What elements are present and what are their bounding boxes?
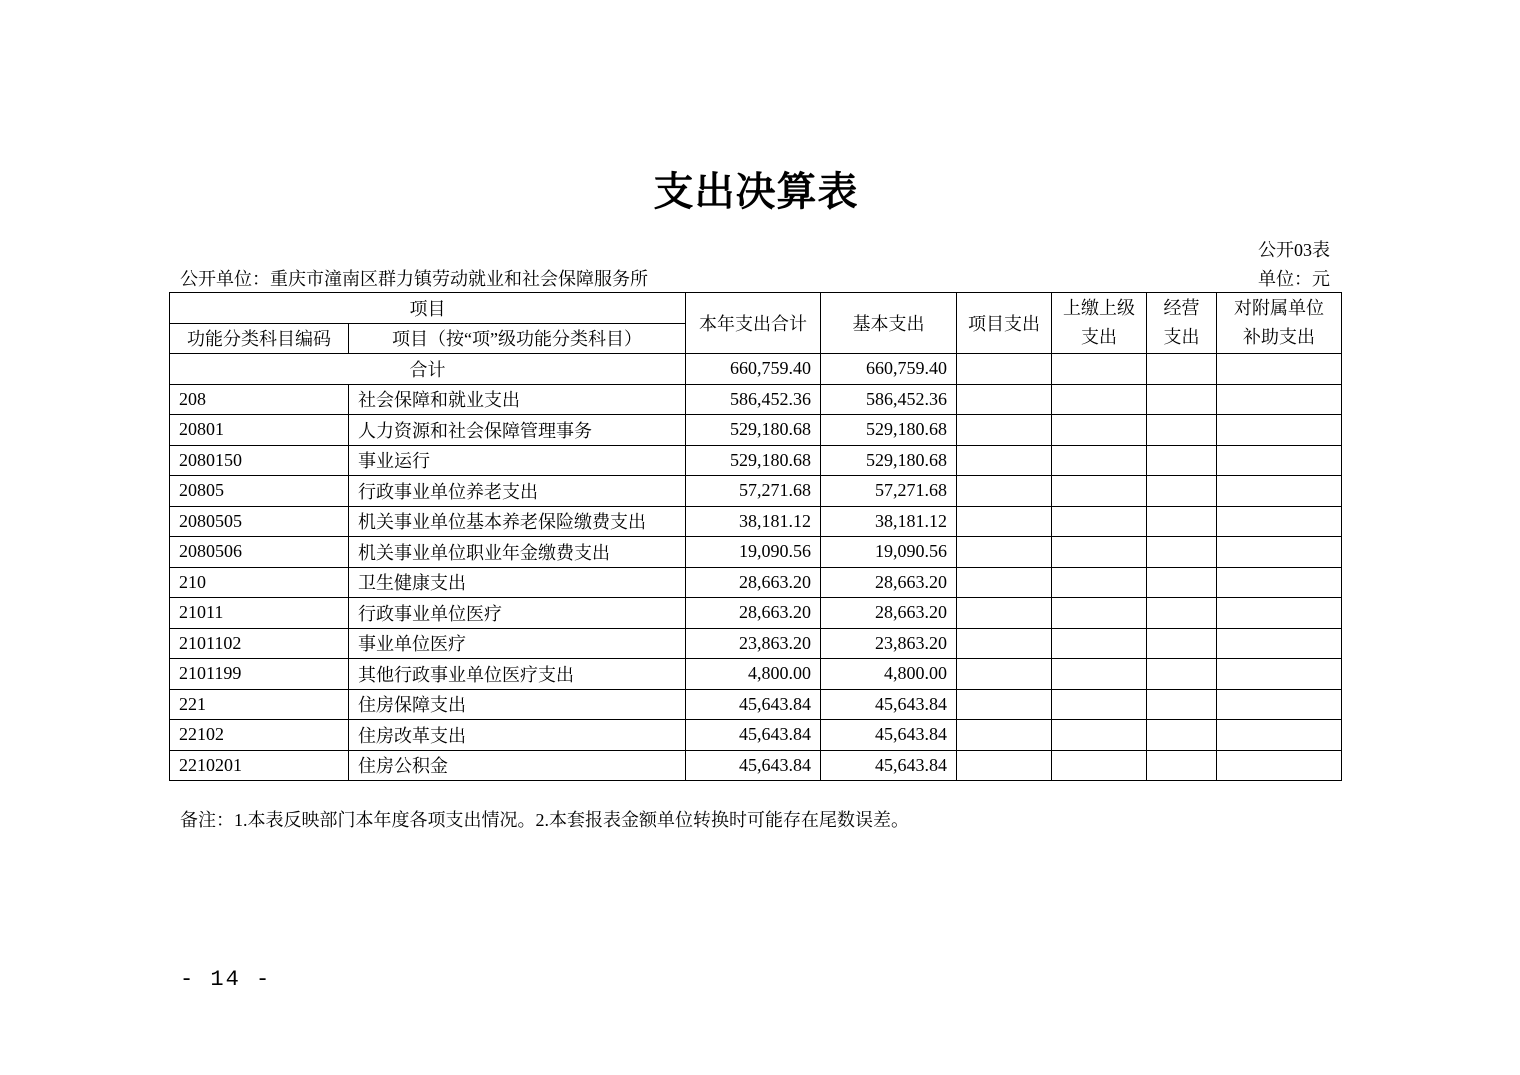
cell-item-name: 机关事业单位基本养老保险缴费支出 — [349, 506, 686, 537]
cell-operating — [1147, 567, 1217, 598]
cell-project — [957, 750, 1052, 781]
cell-item-name: 人力资源和社会保障管理事务 — [349, 415, 686, 446]
total-amount: 660,759.40 — [686, 354, 821, 385]
cell-total: 23,863.20 — [686, 628, 821, 659]
header-basic: 基本支出 — [821, 293, 957, 354]
cell-operating — [1147, 750, 1217, 781]
cell-code: 2210201 — [170, 750, 349, 781]
cell-project — [957, 598, 1052, 629]
cell-basic: 28,663.20 — [821, 567, 957, 598]
cell-upper — [1052, 476, 1147, 507]
cell-item-name: 行政事业单位医疗 — [349, 598, 686, 629]
cell-basic: 4,800.00 — [821, 659, 957, 690]
cell-item-name: 住房公积金 — [349, 750, 686, 781]
cell-project — [957, 506, 1052, 537]
cell-total: 45,643.84 — [686, 720, 821, 751]
cell-item-name: 社会保障和就业支出 — [349, 384, 686, 415]
page-number: - 14 - — [180, 967, 272, 992]
cell-project — [957, 445, 1052, 476]
header-item-name: 项目（按“项”级功能分类科目） — [349, 323, 686, 354]
cell-item-name: 事业单位医疗 — [349, 628, 686, 659]
table-row — [170, 598, 1342, 629]
cell-code: 208 — [170, 384, 349, 415]
cell-basic: 57,271.68 — [821, 476, 957, 507]
cell-item-name: 行政事业单位养老支出 — [349, 476, 686, 507]
total-project — [957, 354, 1052, 385]
cell-code: 22102 — [170, 720, 349, 751]
cell-upper — [1052, 384, 1147, 415]
cell-operating — [1147, 689, 1217, 720]
cell-project — [957, 659, 1052, 690]
cell-operating — [1147, 628, 1217, 659]
table-row — [170, 750, 1342, 781]
cell-total: 45,643.84 — [686, 750, 821, 781]
cell-upper — [1052, 750, 1147, 781]
cell-upper — [1052, 445, 1147, 476]
cell-code: 210 — [170, 567, 349, 598]
cell-item-name: 住房保障支出 — [349, 689, 686, 720]
header-upper-line1: 上缴上级 — [1063, 298, 1135, 318]
cell-basic: 19,090.56 — [821, 537, 957, 568]
header-operating — [1147, 293, 1217, 354]
cell-upper — [1052, 689, 1147, 720]
cell-operating — [1147, 537, 1217, 568]
total-row — [170, 354, 1342, 385]
cell-item-name: 卫生健康支出 — [349, 567, 686, 598]
cell-project — [957, 567, 1052, 598]
cell-basic: 45,643.84 — [821, 720, 957, 751]
cell-project — [957, 415, 1052, 446]
cell-subsidy — [1217, 598, 1342, 629]
cell-total: 28,663.20 — [686, 598, 821, 629]
footnote: 备注：1.本表反映部门本年度各项支出情况。2.本套报表金额单位转换时可能存在尾数误差。 — [180, 810, 909, 830]
cell-total: 38,181.12 — [686, 506, 821, 537]
total-operating — [1147, 354, 1217, 385]
cell-subsidy — [1217, 384, 1342, 415]
table-row — [170, 506, 1342, 537]
header-operating-line2: 支出 — [1163, 327, 1200, 347]
cell-operating — [1147, 506, 1217, 537]
total-upper — [1052, 354, 1147, 385]
cell-operating — [1147, 445, 1217, 476]
cell-basic: 45,643.84 — [821, 750, 957, 781]
table-row — [170, 537, 1342, 568]
header-subsidy-line1: 对附属单位 — [1234, 298, 1324, 318]
header-subsidy — [1217, 293, 1342, 354]
cell-basic: 28,663.20 — [821, 598, 957, 629]
cell-project — [957, 720, 1052, 751]
cell-subsidy — [1217, 415, 1342, 446]
unit-label: 单位：元 — [1258, 269, 1330, 289]
cell-basic: 586,452.36 — [821, 384, 957, 415]
header-project: 项目支出 — [957, 293, 1052, 354]
form-number: 公开03表 — [1258, 240, 1330, 260]
cell-basic: 529,180.68 — [821, 445, 957, 476]
table-row — [170, 720, 1342, 751]
header-total: 本年支出合计 — [686, 293, 821, 354]
header-subsidy-line2: 补助支出 — [1243, 327, 1315, 347]
cell-upper — [1052, 598, 1147, 629]
cell-code: 2080506 — [170, 537, 349, 568]
cell-code: 20801 — [170, 415, 349, 446]
header-code: 功能分类科目编码 — [170, 323, 349, 354]
cell-total: 4,800.00 — [686, 659, 821, 690]
cell-code: 20805 — [170, 476, 349, 507]
table-row — [170, 628, 1342, 659]
cell-upper — [1052, 506, 1147, 537]
table-row — [170, 384, 1342, 415]
cell-operating — [1147, 384, 1217, 415]
cell-operating — [1147, 476, 1217, 507]
cell-subsidy — [1217, 537, 1342, 568]
cell-item-name: 事业运行 — [349, 445, 686, 476]
cell-code: 2080150 — [170, 445, 349, 476]
cell-subsidy — [1217, 476, 1342, 507]
table-row — [170, 415, 1342, 446]
cell-code: 21011 — [170, 598, 349, 629]
table-row — [170, 445, 1342, 476]
cell-operating — [1147, 598, 1217, 629]
cell-upper — [1052, 659, 1147, 690]
organization-label: 公开单位：重庆市潼南区群力镇劳动就业和社会保障服务所 — [180, 269, 648, 289]
table-row — [170, 689, 1342, 720]
header-upper — [1052, 293, 1147, 354]
header-row — [170, 293, 1342, 324]
table-row — [170, 659, 1342, 690]
cell-total: 45,643.84 — [686, 689, 821, 720]
cell-subsidy — [1217, 445, 1342, 476]
cell-upper — [1052, 415, 1147, 446]
cell-project — [957, 689, 1052, 720]
cell-code: 2101102 — [170, 628, 349, 659]
cell-upper — [1052, 537, 1147, 568]
cell-operating — [1147, 720, 1217, 751]
header-operating-line1: 经营 — [1163, 298, 1200, 318]
cell-total: 586,452.36 — [686, 384, 821, 415]
cell-subsidy — [1217, 567, 1342, 598]
cell-upper — [1052, 628, 1147, 659]
total-basic: 660,759.40 — [821, 354, 957, 385]
cell-basic: 23,863.20 — [821, 628, 957, 659]
cell-basic: 45,643.84 — [821, 689, 957, 720]
cell-code: 2101199 — [170, 659, 349, 690]
expenditure-table — [169, 292, 1342, 781]
total-subsidy — [1217, 354, 1342, 385]
cell-total: 529,180.68 — [686, 415, 821, 446]
cell-item-name: 其他行政事业单位医疗支出 — [349, 659, 686, 690]
cell-subsidy — [1217, 659, 1342, 690]
page-title: 支出决算表 — [653, 169, 859, 214]
cell-operating — [1147, 659, 1217, 690]
cell-upper — [1052, 567, 1147, 598]
cell-subsidy — [1217, 628, 1342, 659]
cell-item-name: 机关事业单位职业年金缴费支出 — [349, 537, 686, 568]
cell-subsidy — [1217, 506, 1342, 537]
cell-total: 529,180.68 — [686, 445, 821, 476]
cell-project — [957, 476, 1052, 507]
cell-total: 19,090.56 — [686, 537, 821, 568]
cell-project — [957, 628, 1052, 659]
cell-project — [957, 537, 1052, 568]
cell-item-name: 住房改革支出 — [349, 720, 686, 751]
cell-total: 57,271.68 — [686, 476, 821, 507]
cell-code: 221 — [170, 689, 349, 720]
cell-basic: 38,181.12 — [821, 506, 957, 537]
header-upper-line2: 支出 — [1081, 327, 1117, 347]
cell-code: 2080505 — [170, 506, 349, 537]
cell-basic: 529,180.68 — [821, 415, 957, 446]
cell-total: 28,663.20 — [686, 567, 821, 598]
cell-project — [957, 384, 1052, 415]
table-row — [170, 476, 1342, 507]
cell-operating — [1147, 415, 1217, 446]
cell-upper — [1052, 720, 1147, 751]
cell-subsidy — [1217, 689, 1342, 720]
header-item: 项目 — [170, 293, 686, 324]
cell-subsidy — [1217, 720, 1342, 751]
total-label: 合计 — [170, 354, 686, 385]
table-row — [170, 567, 1342, 598]
cell-subsidy — [1217, 750, 1342, 781]
